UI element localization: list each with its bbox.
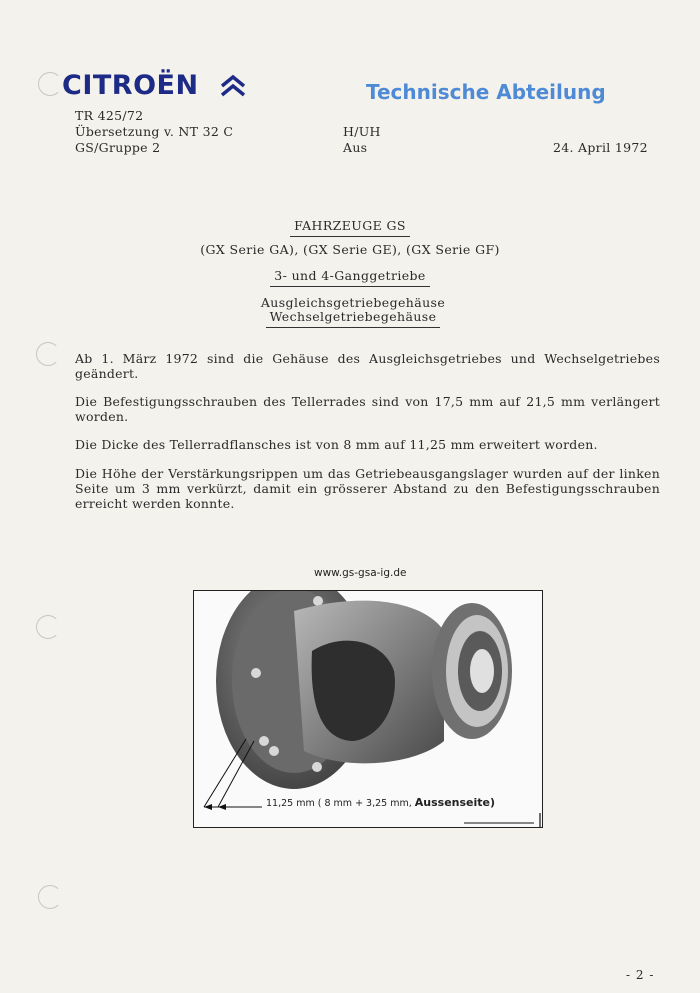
- citroen-logo: CITROËN: [62, 70, 199, 101]
- punch-hole-mark: [38, 72, 62, 96]
- title-housing-2-text: Wechselgetriebegehäuse: [266, 309, 441, 328]
- punch-hole-mark: [36, 342, 60, 366]
- photo-caption: [266, 796, 495, 809]
- paragraph: Die Höhe der Verstärkungsrippen um das Getriebeausgangslager wurden auf der linken Seite um 3 mm verkürzt, damit ein grösserer Abstand zu den Befestigungsschrauben erreicht werden konnte.: [75, 466, 660, 511]
- title-vehicles: [0, 218, 700, 237]
- paragraph: Ab 1. März 1972 sind die Gehäuse des Ausgleichsgetriebes und Wechselgetriebes geändert.: [75, 351, 660, 381]
- punch-hole-mark: [38, 885, 62, 909]
- reference-line: Übersetzung v. NT 32 C: [75, 124, 234, 139]
- double-chevron-icon: [219, 72, 247, 100]
- caption-side: Aussenseite): [414, 796, 496, 809]
- title-vehicles-text: FAHRZEUGE GS: [290, 218, 410, 237]
- author-line: H/UH: [343, 124, 381, 139]
- document-date: 24. April 1972: [553, 140, 648, 155]
- website-url: www.gs-gsa-ig.de: [314, 567, 407, 579]
- title-series: (GX Serie GA), (GX Serie GE), (GX Serie GF): [200, 242, 500, 257]
- page-number: - 2 -: [626, 968, 655, 982]
- reference-block: [75, 108, 233, 156]
- title-gearbox: [0, 268, 700, 287]
- reference-line: TR 425/72: [75, 108, 144, 123]
- reference-line: GS/Gruppe 2: [75, 140, 161, 155]
- housing-illustration: [194, 591, 542, 827]
- title-housing-2: [3, 309, 700, 328]
- punch-hole-mark: [36, 615, 60, 639]
- gearbox-housing-photo: [193, 590, 543, 828]
- author-line: Aus: [343, 140, 368, 155]
- author-block: [343, 124, 381, 156]
- department-title: Technische Abteilung: [366, 80, 606, 104]
- title-gearbox-text: 3- und 4-Ganggetriebe: [270, 268, 430, 287]
- paragraph: Die Befestigungsschrauben des Tellerrades sind von 17,5 mm auf 21,5 mm verlängert worden.: [75, 394, 660, 424]
- title-housing-1: Ausgleichsgetriebegehäuse: [260, 295, 446, 310]
- paragraph: Die Dicke des Tellerradflansches ist von 8 mm auf 11,25 mm erweitert worden.: [75, 437, 598, 452]
- caption-measure: 11,25 mm ( 8 mm + 3,25 mm,: [266, 798, 412, 809]
